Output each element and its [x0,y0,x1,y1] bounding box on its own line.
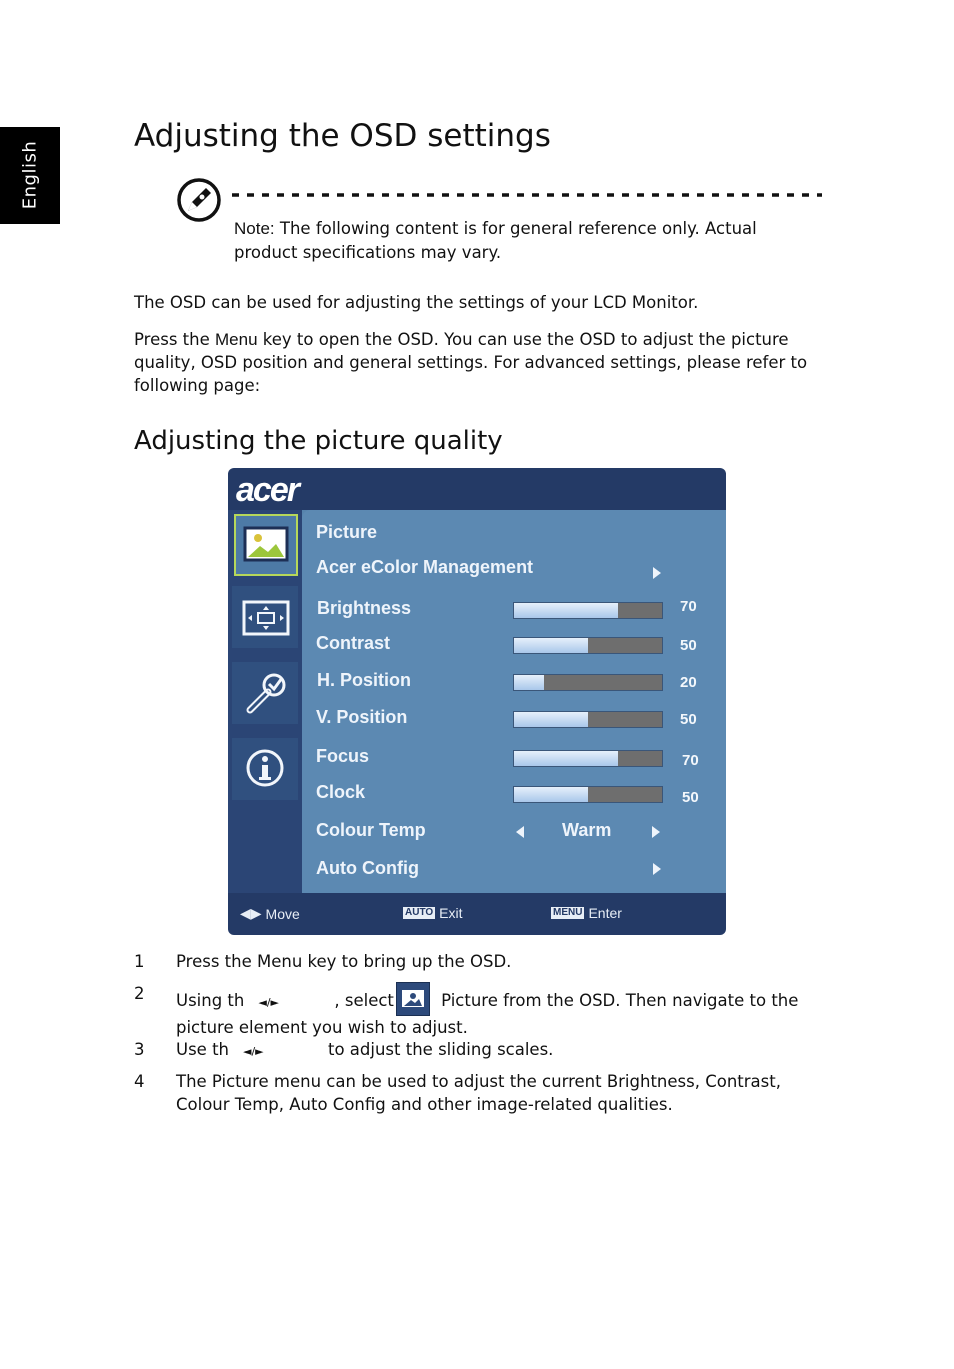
osd-screenshot [228,468,726,935]
note-label: Note: [234,219,275,238]
settings-wrench-icon [232,662,298,724]
osd-tab-information[interactable] [232,738,298,800]
osd-colour-temp-label[interactable]: Colour Temp [316,820,426,840]
osd-slider-track[interactable] [513,637,663,654]
osd-tab-picture[interactable] [234,514,298,576]
osd-slider-label[interactable]: Brightness [317,598,412,618]
picture-icon [396,982,430,1016]
osd-footer-enter: MENU Enter [553,905,622,921]
osd-slider-track[interactable] [513,602,663,619]
osd-slider-label[interactable]: H. Position [317,670,411,690]
note-pen-icon [176,177,222,223]
page-title: Adjusting the OSD settings [134,118,551,154]
osd-slider-fill [514,787,588,802]
information-icon [232,738,298,800]
osd-slider-value: 50 [680,711,697,728]
note-text [234,217,824,265]
ecolor-arrow-icon [653,567,661,579]
osd-slider-label[interactable]: V. Position [316,707,408,727]
display-position-icon [232,586,298,648]
osd-tab-display[interactable] [232,586,298,648]
osd-colour-temp-value: Warm [562,820,612,840]
osd-menu-title: Picture [316,522,378,542]
osd-slider-label[interactable]: Focus [316,746,370,766]
acer-logo [236,474,336,506]
osd-sidebar [228,510,302,893]
colour-temp-right-arrow-icon[interactable] [652,826,660,838]
osd-slider-value: 70 [682,752,699,769]
language-tab-label: English [19,140,41,210]
osd-slider-value: 50 [682,789,699,806]
note-body: The following content is for general reference only. Actual product specifications may vary. [234,219,757,262]
osd-slider-track[interactable] [513,750,663,767]
colour-temp-left-arrow-icon[interactable] [516,826,524,838]
osd-slider-value: 50 [680,637,697,654]
press-menu-paragraph: Press the Menu key to open the OSD. You can use the OSD to adjust the picture quality, OSD position and general settings. For advanced settings, please refer to following page: [134,330,808,395]
osd-slider-fill [514,638,588,653]
note-divider [232,193,822,197]
osd-picture-panel [302,510,726,893]
osd-slider-value: 20 [680,674,697,691]
menu-key-badge: MENU [553,907,583,918]
osd-slider-fill [514,712,588,727]
svg-text:acer: acer [236,474,298,506]
osd-footer-move: ◀▶ Move [240,905,300,922]
osd-tab-settings[interactable] [232,662,298,724]
left-right-key-icon: ◄/► [258,996,279,1009]
osd-slider-track[interactable] [513,786,663,803]
osd-slider-label[interactable]: Contrast [316,633,391,653]
intro-paragraph: The OSD can be used for adjusting the settings of your LCD Monitor. [134,293,699,312]
osd-slider-value: 70 [680,598,697,615]
picture-icon [236,516,296,574]
osd-ecolor-item[interactable]: Acer eColor Management [316,557,534,577]
menu-key-label: Menu [215,330,258,349]
osd-slider-label[interactable]: Clock [316,782,366,802]
osd-footer-exit: AUTO Exit [405,905,463,921]
osd-slider-fill [514,751,618,766]
section-title: Adjusting the picture quality [134,426,503,456]
osd-auto-config-item[interactable]: Auto Config [316,858,419,878]
left-right-arrows-icon: ◀▶ [240,905,262,921]
osd-slider-fill [514,675,544,690]
left-right-key-icon: ◄/► [243,1045,264,1058]
osd-slider-fill [514,603,618,618]
osd-slider-track[interactable] [513,674,663,691]
language-tab [0,127,60,224]
osd-slider-track[interactable] [513,711,663,728]
osd-footer [228,893,726,935]
auto-key-badge: AUTO [405,907,434,918]
auto-config-arrow-icon [653,863,661,875]
